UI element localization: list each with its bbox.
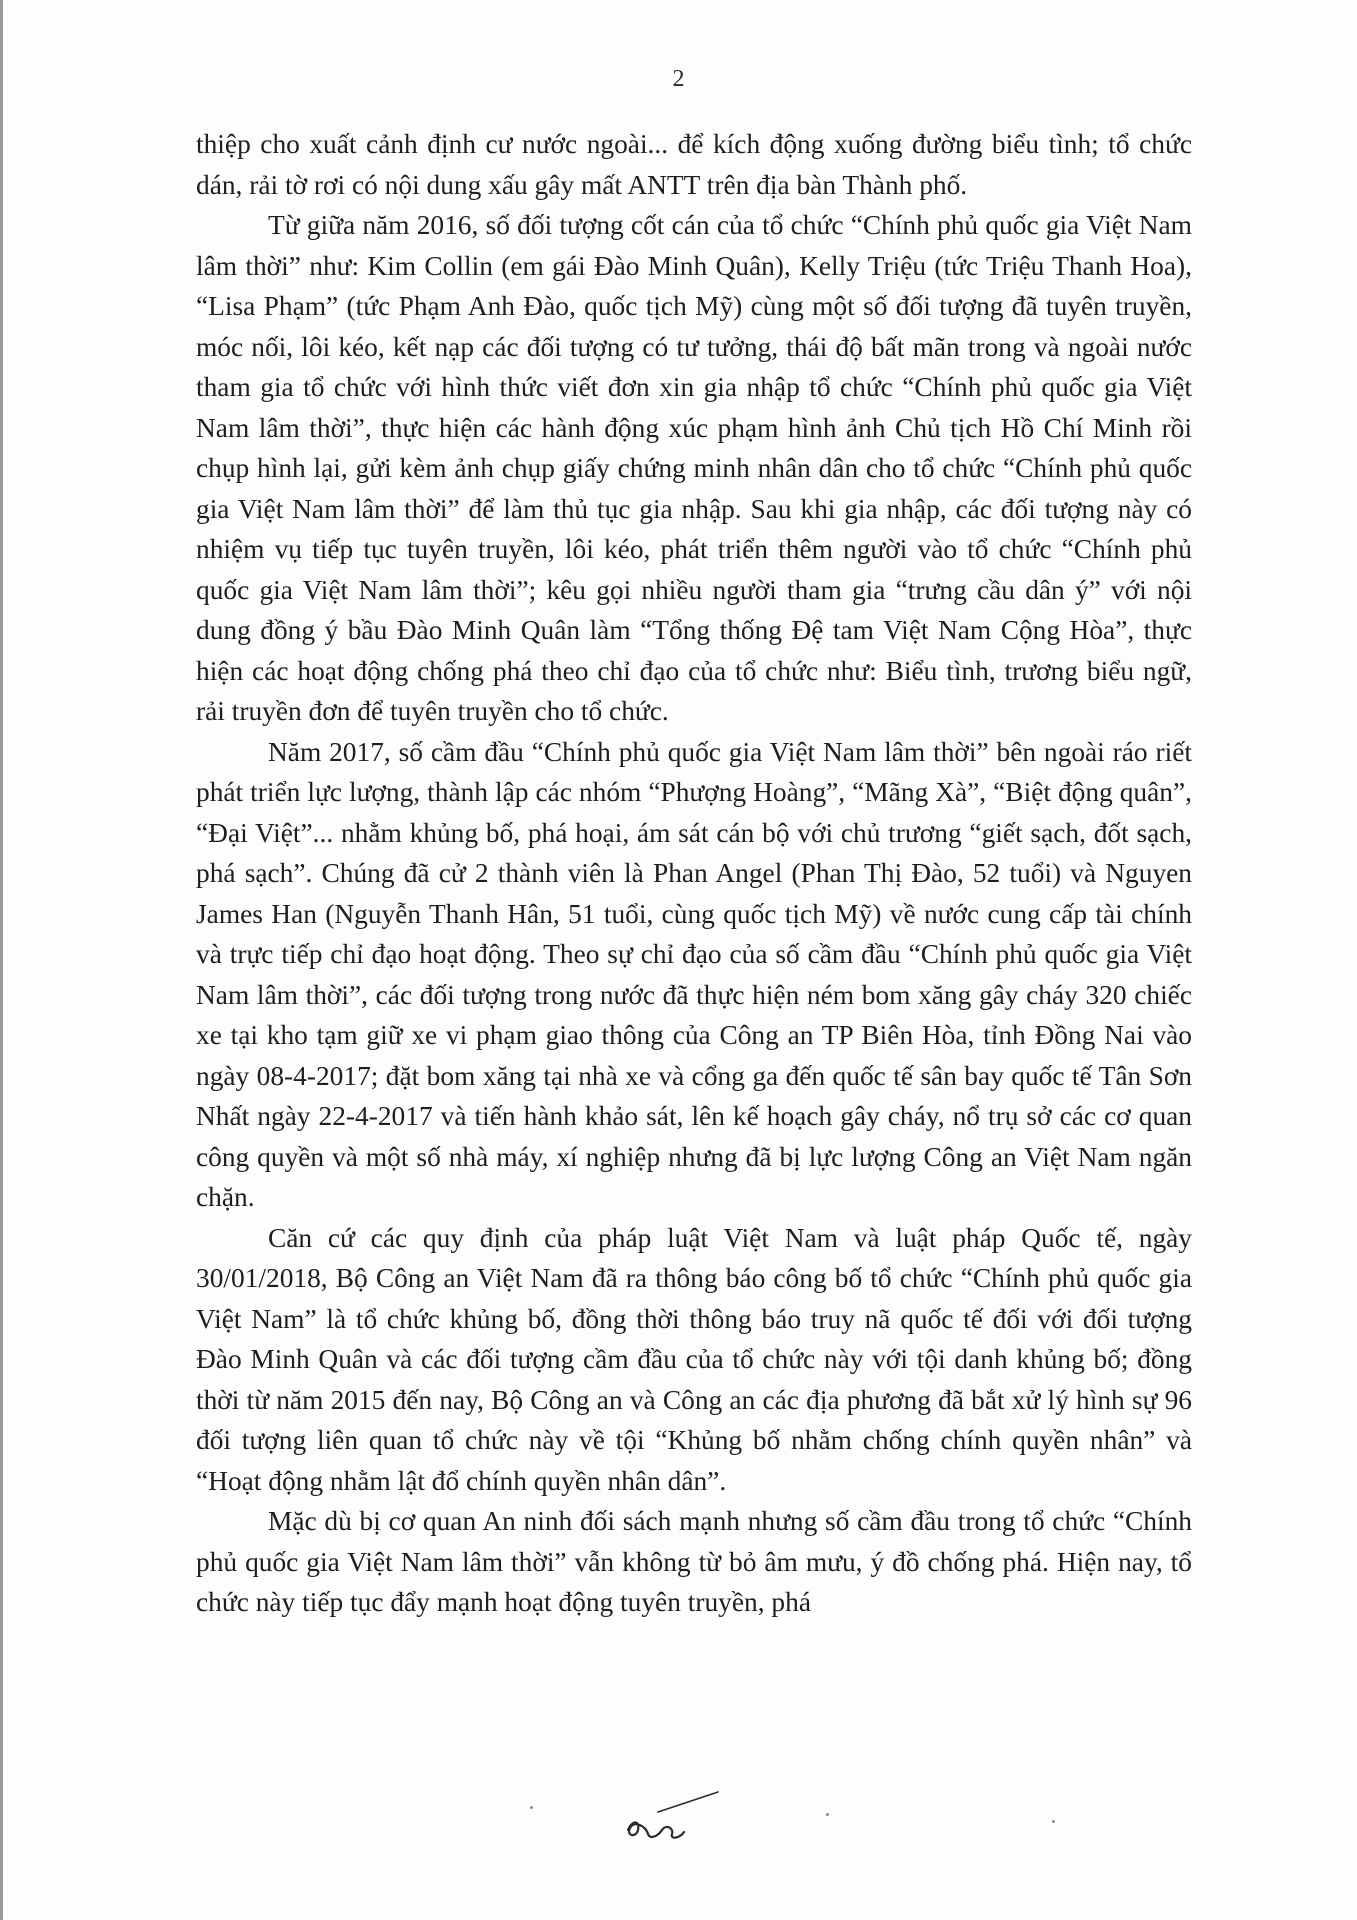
initials-signature (618, 1790, 728, 1850)
paragraph: Từ giữa năm 2016, số đối tượng cốt cán của tổ chức “Chính phủ quốc gia Việt Nam lâm thời” như: Kim Collin (em gái Đào Minh Quân), Kelly Triệu (tức Triệu Thanh Hoa), “Lisa Phạm” (tức Phạm Anh Đào, quốc tịch Mỹ) cùng một số đối tượng đã tuyên truyền, móc nối, lôi kéo, kết nạp các đối tượng có tư tưởng, thái độ bất mãn trong và ngoài nước tham gia tổ chức với hình thức viết đơn xin gia nhập tổ chức “Chính phủ quốc gia Việt Nam lâm thời”, thực hiện các hành động xúc phạm hình ảnh Chủ tịch Hồ Chí Minh rồi chụp hình lại, gửi kèm ảnh chụp giấy chứng minh nhân dân cho tổ chức “Chính phủ quốc gia Việt Nam lâm thời” để làm thủ tục gia nhập. Sau khi gia nhập, các đối tượng này có nhiệm vụ tiếp tục tuyên truyền, lôi kéo, phát triển thêm người vào tổ chức “Chính phủ quốc gia Việt Nam lâm thời”; kêu gọi nhiều người tham gia “trưng cầu dân ý” với nội dung đồng ý bầu Đào Minh Quân làm “Tổng thống Đệ tam Việt Nam Cộng Hòa”, thực hiện các hoạt động chống phá theo chỉ đạo của tổ chức như: Biểu tình, trương biểu ngữ, rải truyền đơn để tuyên truyền cho tổ chức. (196, 210, 1192, 726)
scan-edge (0, 0, 3, 1920)
paragraph: Căn cứ các quy định của pháp luật Việt Nam và luật pháp Quốc tế, ngày 30/01/2018, Bộ Công an Việt Nam đã ra thông báo công bố tổ chức “Chính phủ quốc gia Việt Nam” là tổ chức khủng bố, đồng thời thông báo truy nã quốc tế đối với đối tượng Đào Minh Quân và các đối tượng cầm đầu của tổ chức này với tội danh khủng bố; đồng thời từ năm 2015 đến nay, Bộ Công an và Công an các địa phương đã bắt xử lý hình sự 96 đối tượng liên quan tổ chức này về tội “Khủng bố nhằm chống chính quyền nhân” và “Hoạt động nhằm lật đổ chính quyền nhân dân”. (196, 1222, 1192, 1496)
scan-speck (826, 1813, 829, 1816)
scan-speck (530, 1806, 533, 1809)
paragraph-continuation: thiệp cho xuất cảnh định cư nước ngoài... để kích động xuống đường biểu tình; tổ chức dán, rải tờ rơi có nội dung xấu gây mất ANTT trên địa bàn Thành phố. (196, 129, 1192, 200)
page-number: 2 (672, 66, 685, 92)
paragraph: Năm 2017, số cầm đầu “Chính phủ quốc gia Việt Nam lâm thời” bên ngoài ráo riết phát triển lực lượng, thành lập các nhóm “Phượng Hoàng”, “Mãng Xà”, “Biệt động quân”, “Đại Việt”... nhằm khủng bố, phá hoại, ám sát cán bộ với chủ trương “giết sạch, đốt sạch, phá sạch”. Chúng đã cử 2 thành viên là Phan Angel (Phan Thị Đào, 52 tuổi) và Nguyen James Han (Nguyễn Thanh Hân, 51 tuổi, cùng quốc tịch Mỹ) về nước cung cấp tài chính và trực tiếp chỉ đạo hoạt động. Theo sự chỉ đạo của số cầm đầu “Chính phủ quốc gia Việt Nam lâm thời”, các đối tượng trong nước đã thực hiện ném bom xăng gây cháy 320 chiếc xe tại kho tạm giữ xe vi phạm giao thông của Công an TP Biên Hòa, tỉnh Đồng Nai vào ngày 08-4-2017; đặt bom xăng tại nhà xe và cổng ga đến quốc tế sân bay quốc tế Tân Sơn Nhất ngày 22-4-2017 và tiến hành khảo sát, lên kế hoạch gây cháy, nổ trụ sở các cơ quan công quyền và một số nhà máy, xí nghiệp nhưng đã bị lực lượng Công an Việt Nam ngăn chặn. (196, 736, 1192, 1212)
document-body (196, 124, 1192, 1623)
paragraph: Mặc dù bị cơ quan An ninh đối sách mạnh nhưng số cầm đầu trong tổ chức “Chính phủ quốc gia Việt Nam lâm thời” vẫn không từ bỏ âm mưu, ý đồ chống phá. Hiện nay, tổ chức này tiếp tục đẩy mạnh hoạt động tuyên truyền, phá (196, 1506, 1192, 1617)
scan-speck (1052, 1820, 1055, 1823)
